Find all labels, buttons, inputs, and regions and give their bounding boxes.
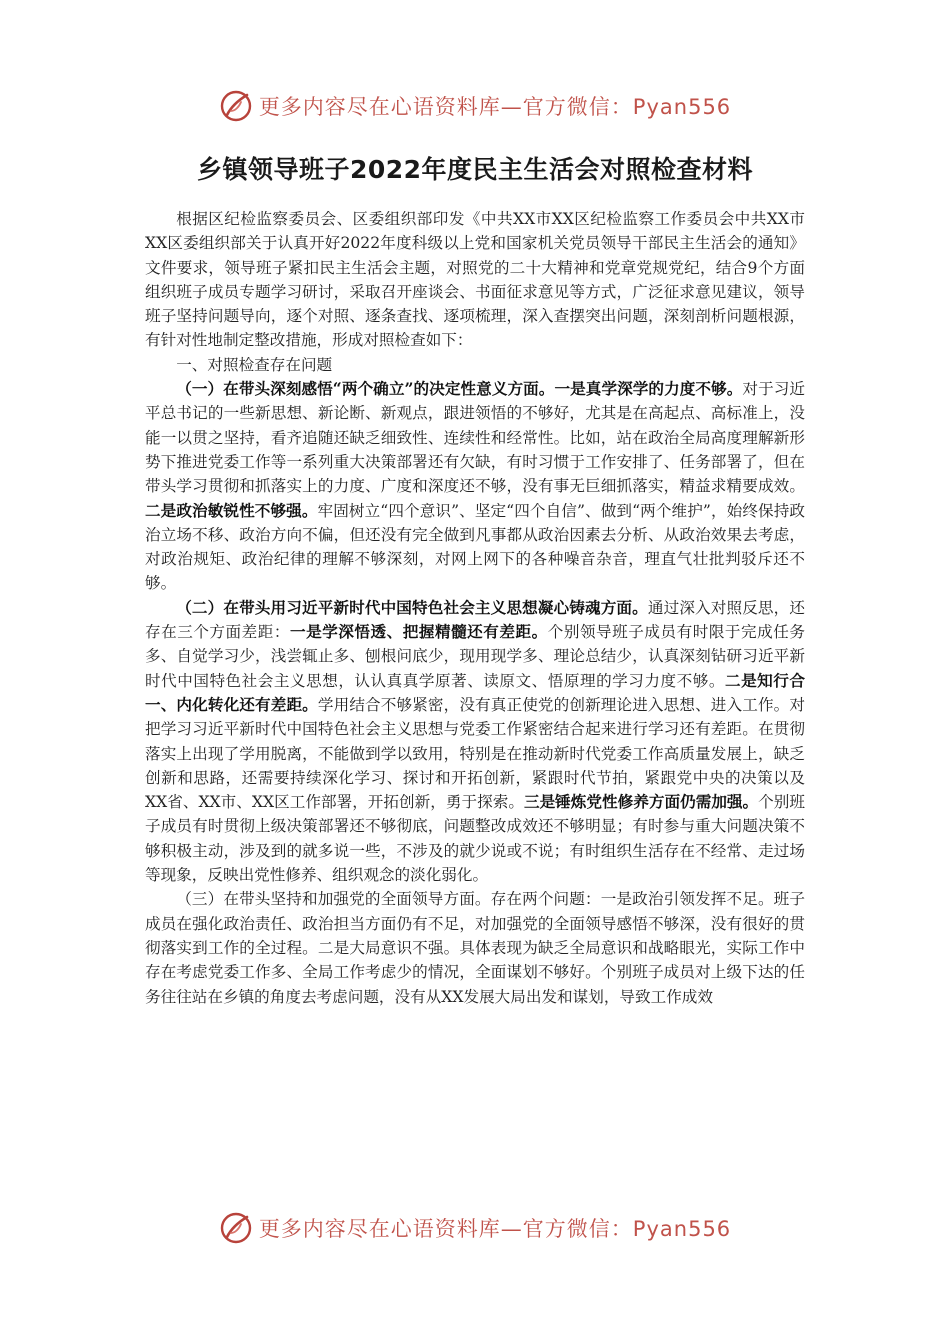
bold-text-run: 二是政治敏锐性不够强。 — [145, 500, 318, 520]
paragraph — [145, 596, 805, 888]
document-body — [145, 207, 805, 1009]
watermark-text: 更多内容尽在心语资料库—官方微信：Pyan556 — [258, 1217, 732, 1241]
text-run: 个别班子成员有时贯彻上级决策部署还不够彻底，问题整改成效还不够明显；有时参与重大问题决策不够积极主动，涉及到的就多说一些，不涉及的就少说或不说；有时组织生活存在不经常、走过场等现象，反映出党性修养、组织观念的淡化弱化。 — [145, 793, 805, 885]
document-title: 乡镇领导班子2022年度民主生活会对照检查材料 — [196, 155, 754, 184]
bold-text-run: 三是锤炼党性修养方面仍需加强。 — [523, 792, 759, 812]
text-run: 学用结合不够紧密，没有真正使党的创新理论进入思想、进入工作。对把学习习近平新时代中国特色社会主义思想与党委工作紧密结合起来进行学习还有差距。在贯彻落实上出现了学用脱离，不能做到学以致用，特别是在推动新时代党委工作高质量发展上，缺乏创新和思路，还需要持续深化学习、探讨和开拓创新，紧跟时代节拍，紧跟党中央的决策以及XX省、XX市、XX区工作部署，开拓创新，勇于探索。 — [145, 695, 805, 812]
watermark-logo-icon — [219, 1211, 253, 1245]
header-watermark-banner — [0, 84, 950, 128]
paragraph — [145, 207, 805, 353]
text-run: 个别领导班子成员有时限于完成任务多、自觉学习少，浅尝辄止多、刨根问底少，现用现学多、理论总结少，认真深刻钻研习近平新时代中国特色社会主义思想，认认真真学原著、读原文、悟原理的学习力度不够。 — [145, 623, 805, 690]
bold-text-run: （二）在带头用习近平新时代中国特色社会主义思想凝心铸魂方面。 — [176, 597, 648, 617]
watermark-logo-icon — [219, 89, 253, 123]
text-run: （三）在带头坚持和加强党的全面领导方面。存在两个问题：一是政治引领发挥不足。班子成员在强化政治责任、政治担当方面仍有不足，对加强党的全面领导感悟不够深，没有很好的贯彻落实到工作的全过程。二是大局意识不强。具体表现为缺乏全局意识和战略眼光，实际工作中存在考虑党委工作多、全局工作考虑少的情况，全面谋划不够好。个别班子成员对上级下达的任务往往站在乡镇的角度去考虑问题，没有从XX发展大局出发和谋划，导致工作成效 — [145, 890, 805, 1006]
text-run: 一、对照检查存在问题 — [176, 355, 333, 374]
section-heading — [145, 353, 805, 377]
paragraph — [145, 887, 805, 1008]
text-run: 根据区纪检监察委员会、区委组织部印发《中共XX市XX区纪检监察工作委员会中共XX市XX区委组织部关于认真开好2022年度科级以上党和国家机关党员领导干部民主生活会的通知》文件要求，领导班子紧扣民主生活会主题，对照党的二十大精神和党章党规党纪，结合9个方面组织班子成员专题学习研讨，采取召开座谈会、书面征求意见等方式，广泛征求意见建议，领导班子坚持问题导向，逐个对照、逐条查找、逐项梳理，深入查摆突出问题，深刻剖析问题根源，有针对性地制定整改措施，形成对照检查如下： — [145, 210, 805, 350]
text-run: 对于习近平总书记的一些新思想、新论断、新观点，跟进领悟的不够好，尤其是在高起点、高标准上，没能一以贯之坚持，看齐追随还缺乏细致性、连续性和经常性。比如，站在政治全局高度理解新形势下推进党委工作等一系列重大决策部署还有欠缺，有时习惯于工作安排了、任务部署了，但在带头学习贯彻和抓落实上的力度、广度和深度还不够，没有事无巨细抓落实，精益求精要成效。 — [145, 380, 805, 496]
bold-text-run: 二是知行合一、内化转化还有差距。 — [145, 670, 805, 714]
paragraph — [145, 377, 805, 596]
bold-text-run: （一）在带头深刻感悟“两个确立”的决定性意义方面。一是真学深学的力度不够。 — [176, 379, 743, 399]
text-run: 通过深入对照反思，还存在三个方面差距： — [145, 598, 805, 642]
bold-text-run: 一是学深悟透、把握精髓还有差距。 — [289, 622, 548, 642]
footer-watermark-banner — [0, 1206, 950, 1250]
watermark-text: 更多内容尽在心语资料库—官方微信：Pyan556 — [258, 95, 732, 119]
text-run: 牢固树立“四个意识”、坚定“四个自信”、做到“两个维护”，始终保持政治立场不移、政治方向不偏，但还没有完全做到凡事都从政治因素去分析、从政治效果去考虑，对政治规矩、政治纪律的理解不够深刻，对网上网下的各种噪音杂音，理直气壮批判驳斥还不够。 — [145, 501, 805, 593]
